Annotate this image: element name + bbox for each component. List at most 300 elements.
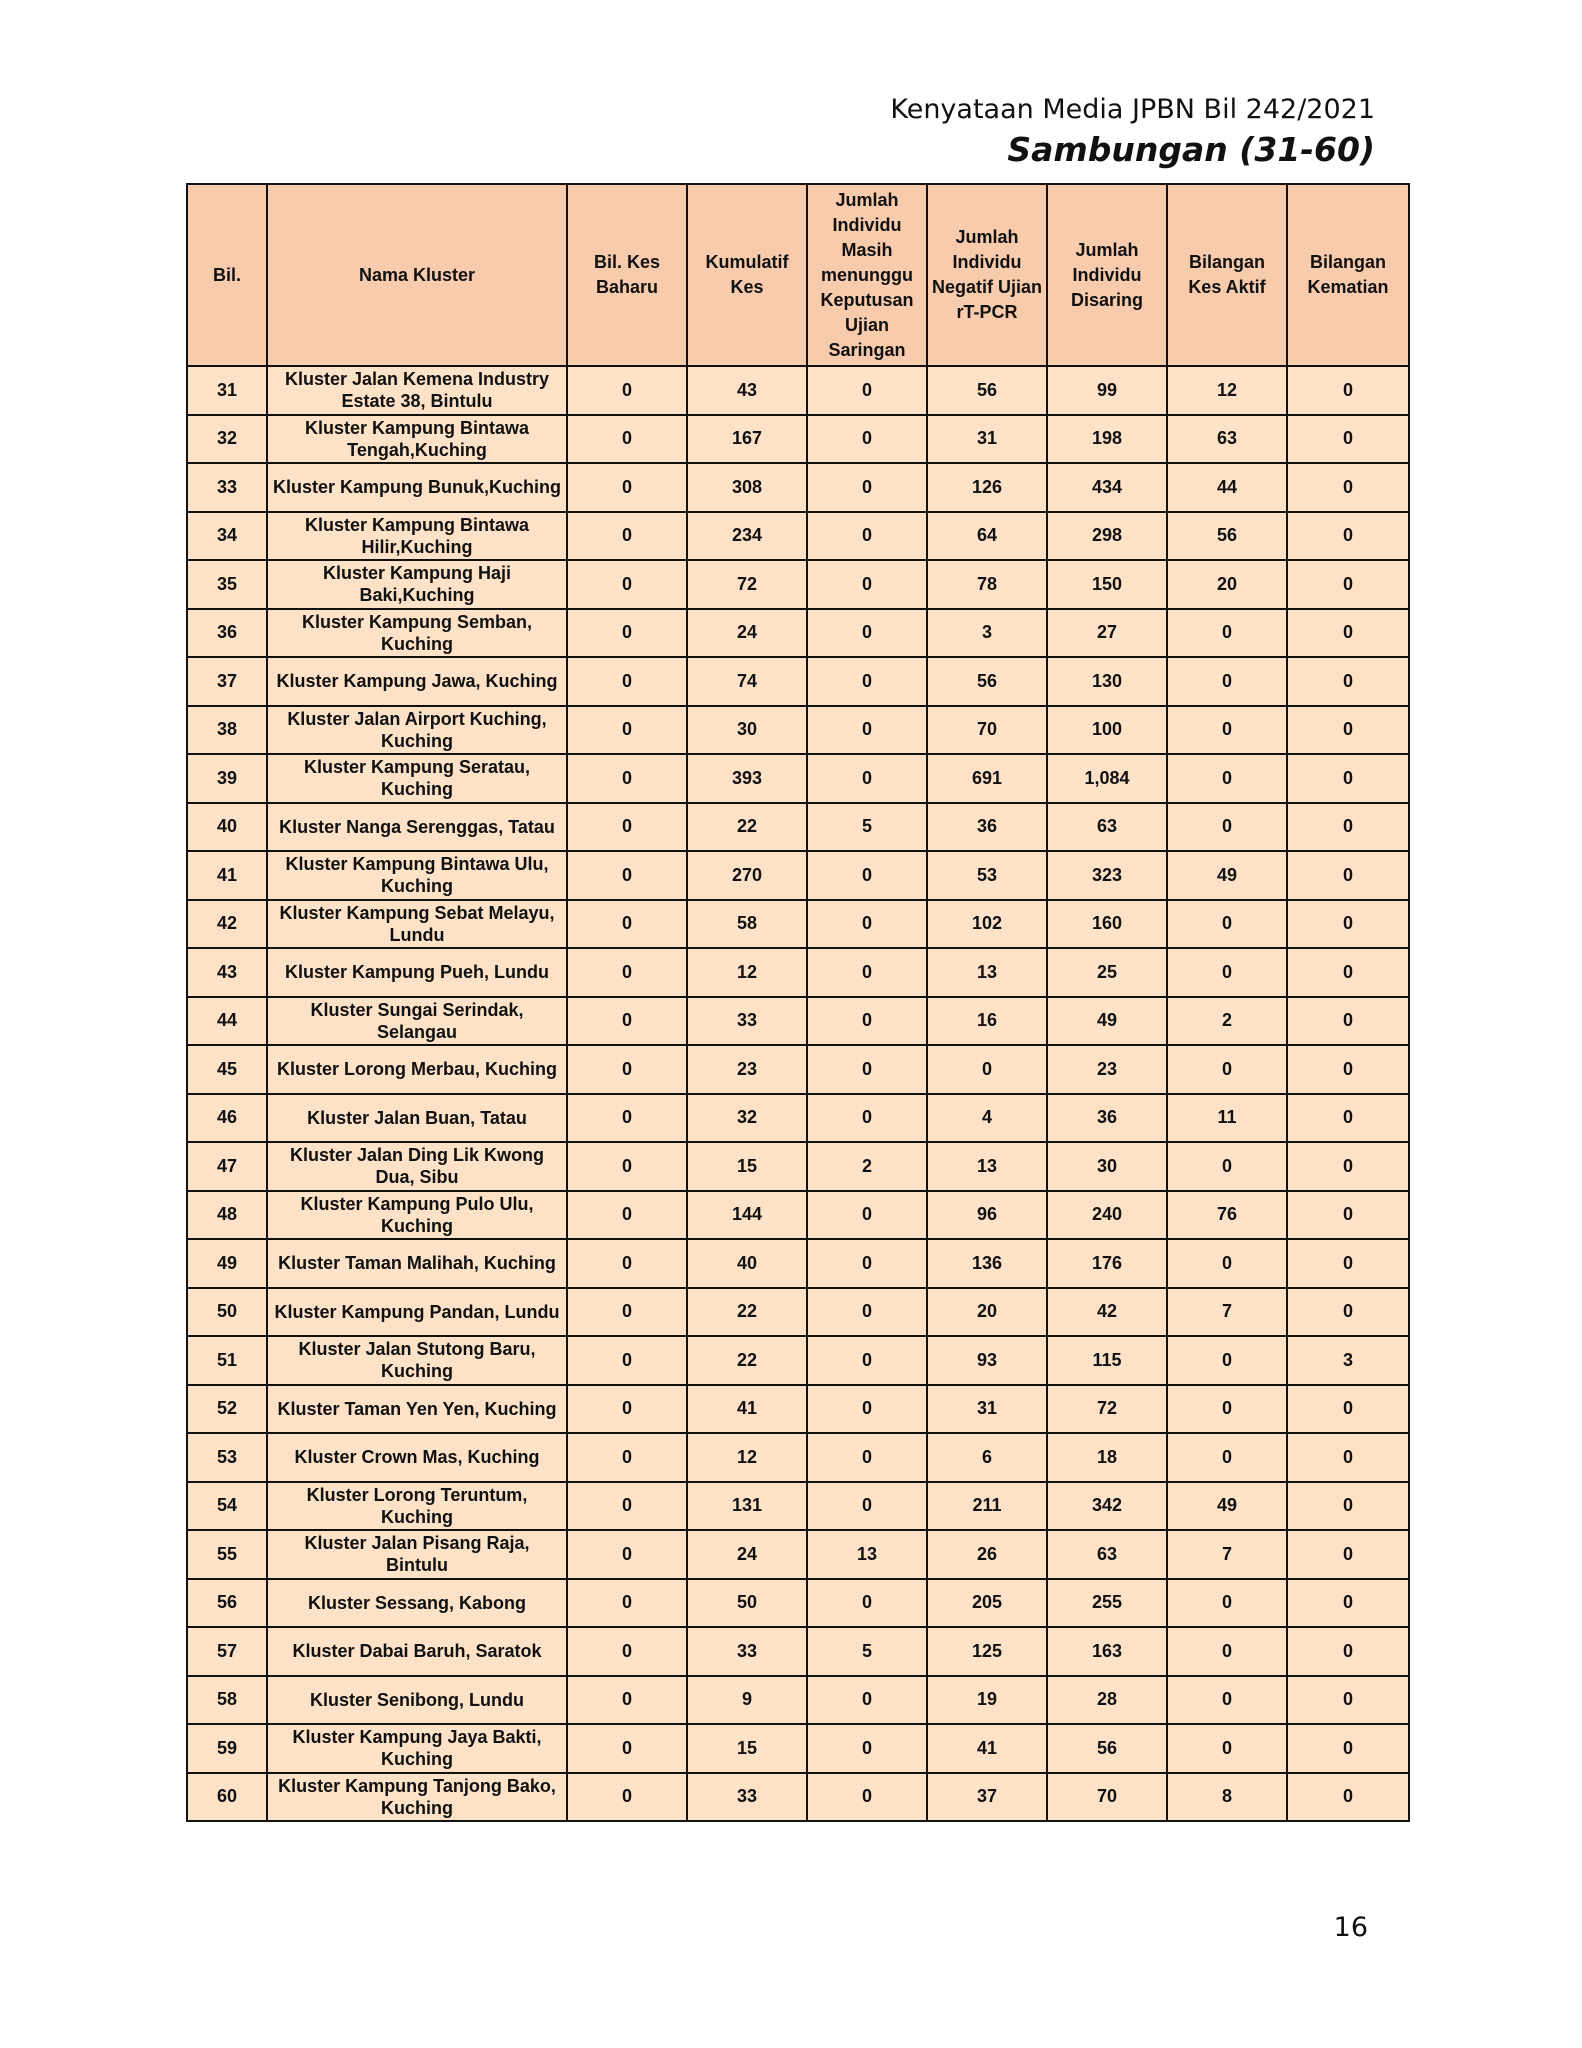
row-number: 33 — [187, 463, 267, 512]
cluster-name: Kluster Kampung Jaya Bakti, Kuching — [267, 1724, 567, 1773]
awaiting-results: 0 — [807, 415, 927, 464]
table-row — [187, 1385, 1409, 1434]
deaths: 0 — [1287, 1724, 1409, 1773]
cumulative-cases: 15 — [687, 1142, 807, 1191]
column-header: Jumlah Individu Disaring — [1047, 184, 1167, 366]
row-number: 42 — [187, 900, 267, 949]
document-title: Sambungan (31-60) — [1007, 130, 1375, 169]
new-cases: 0 — [567, 1627, 687, 1676]
awaiting-results: 0 — [807, 560, 927, 609]
active-cases: 0 — [1167, 657, 1287, 706]
new-cases: 0 — [567, 1676, 687, 1725]
cumulative-cases: 32 — [687, 1094, 807, 1143]
awaiting-results: 0 — [807, 1385, 927, 1434]
new-cases: 0 — [567, 1482, 687, 1531]
awaiting-results: 0 — [807, 851, 927, 900]
awaiting-results: 13 — [807, 1530, 927, 1579]
negative-results: 78 — [927, 560, 1047, 609]
awaiting-results: 0 — [807, 657, 927, 706]
row-number: 37 — [187, 657, 267, 706]
table-row — [187, 1191, 1409, 1240]
active-cases: 8 — [1167, 1773, 1287, 1822]
deaths: 0 — [1287, 1142, 1409, 1191]
cluster-name: Kluster Jalan Buan, Tatau — [267, 1094, 567, 1143]
cumulative-cases: 308 — [687, 463, 807, 512]
deaths: 0 — [1287, 803, 1409, 852]
cumulative-cases: 234 — [687, 512, 807, 561]
awaiting-results: 0 — [807, 1094, 927, 1143]
new-cases: 0 — [567, 1239, 687, 1288]
cluster-name: Kluster Kampung Tanjong Bako, Kuching — [267, 1773, 567, 1822]
active-cases: 0 — [1167, 1385, 1287, 1434]
screened-total: 42 — [1047, 1288, 1167, 1337]
table-row — [187, 609, 1409, 658]
cumulative-cases: 33 — [687, 997, 807, 1046]
active-cases: 0 — [1167, 706, 1287, 755]
negative-results: 19 — [927, 1676, 1047, 1725]
negative-results: 56 — [927, 657, 1047, 706]
active-cases: 0 — [1167, 754, 1287, 803]
cluster-name: Kluster Kampung Bintawa Tengah,Kuching — [267, 415, 567, 464]
awaiting-results: 0 — [807, 706, 927, 755]
column-header: Bilangan Kematian — [1287, 184, 1409, 366]
deaths: 0 — [1287, 1579, 1409, 1628]
table-row — [187, 997, 1409, 1046]
active-cases: 49 — [1167, 851, 1287, 900]
row-number: 38 — [187, 706, 267, 755]
negative-results: 36 — [927, 803, 1047, 852]
new-cases: 0 — [567, 1385, 687, 1434]
table-row — [187, 366, 1409, 415]
row-number: 49 — [187, 1239, 267, 1288]
negative-results: 13 — [927, 1142, 1047, 1191]
active-cases: 11 — [1167, 1094, 1287, 1143]
cluster-name: Kluster Sessang, Kabong — [267, 1579, 567, 1628]
cluster-name: Kluster Kampung Pandan, Lundu — [267, 1288, 567, 1337]
awaiting-results: 0 — [807, 609, 927, 658]
deaths: 0 — [1287, 997, 1409, 1046]
row-number: 43 — [187, 948, 267, 997]
table-row — [187, 657, 1409, 706]
active-cases: 0 — [1167, 1045, 1287, 1094]
table-row — [187, 415, 1409, 464]
cluster-name: Kluster Senibong, Lundu — [267, 1676, 567, 1725]
negative-results: 125 — [927, 1627, 1047, 1676]
table-header-row — [187, 184, 1409, 366]
table-row — [187, 900, 1409, 949]
awaiting-results: 0 — [807, 1045, 927, 1094]
negative-results: 31 — [927, 415, 1047, 464]
negative-results: 13 — [927, 948, 1047, 997]
cumulative-cases: 9 — [687, 1676, 807, 1725]
deaths: 0 — [1287, 463, 1409, 512]
column-header: Nama Kluster — [267, 184, 567, 366]
cluster-name: Kluster Taman Yen Yen, Kuching — [267, 1385, 567, 1434]
new-cases: 0 — [567, 1724, 687, 1773]
table-row — [187, 851, 1409, 900]
awaiting-results: 0 — [807, 1579, 927, 1628]
cluster-name: Kluster Jalan Kemena Industry Estate 38, Bintulu — [267, 366, 567, 415]
page-number: 16 — [1333, 1912, 1368, 1943]
cumulative-cases: 131 — [687, 1482, 807, 1531]
cluster-name: Kluster Taman Malihah, Kuching — [267, 1239, 567, 1288]
row-number: 45 — [187, 1045, 267, 1094]
screened-total: 63 — [1047, 803, 1167, 852]
cumulative-cases: 393 — [687, 754, 807, 803]
new-cases: 0 — [567, 609, 687, 658]
row-number: 52 — [187, 1385, 267, 1434]
deaths: 0 — [1287, 1773, 1409, 1822]
deaths: 0 — [1287, 1045, 1409, 1094]
table-row — [187, 803, 1409, 852]
negative-results: 102 — [927, 900, 1047, 949]
screened-total: 434 — [1047, 463, 1167, 512]
row-number: 56 — [187, 1579, 267, 1628]
awaiting-results: 0 — [807, 1191, 927, 1240]
new-cases: 0 — [567, 1773, 687, 1822]
awaiting-results: 0 — [807, 997, 927, 1046]
table-row — [187, 706, 1409, 755]
negative-results: 31 — [927, 1385, 1047, 1434]
awaiting-results: 2 — [807, 1142, 927, 1191]
row-number: 51 — [187, 1336, 267, 1385]
active-cases: 0 — [1167, 1724, 1287, 1773]
cumulative-cases: 167 — [687, 415, 807, 464]
screened-total: 72 — [1047, 1385, 1167, 1434]
table-row — [187, 1482, 1409, 1531]
deaths: 0 — [1287, 512, 1409, 561]
deaths: 0 — [1287, 900, 1409, 949]
awaiting-results: 0 — [807, 463, 927, 512]
active-cases: 63 — [1167, 415, 1287, 464]
deaths: 3 — [1287, 1336, 1409, 1385]
screened-total: 163 — [1047, 1627, 1167, 1676]
active-cases: 49 — [1167, 1482, 1287, 1531]
table-row — [187, 1676, 1409, 1725]
cumulative-cases: 33 — [687, 1627, 807, 1676]
negative-results: 211 — [927, 1482, 1047, 1531]
active-cases: 0 — [1167, 609, 1287, 658]
row-number: 34 — [187, 512, 267, 561]
cumulative-cases: 12 — [687, 948, 807, 997]
active-cases: 2 — [1167, 997, 1287, 1046]
screened-total: 100 — [1047, 706, 1167, 755]
row-number: 55 — [187, 1530, 267, 1579]
awaiting-results: 0 — [807, 1773, 927, 1822]
deaths: 0 — [1287, 1676, 1409, 1725]
row-number: 41 — [187, 851, 267, 900]
new-cases: 0 — [567, 1191, 687, 1240]
deaths: 0 — [1287, 851, 1409, 900]
cumulative-cases: 24 — [687, 609, 807, 658]
screened-total: 160 — [1047, 900, 1167, 949]
active-cases: 0 — [1167, 1336, 1287, 1385]
row-number: 58 — [187, 1676, 267, 1725]
screened-total: 25 — [1047, 948, 1167, 997]
cluster-name: Kluster Kampung Pueh, Lundu — [267, 948, 567, 997]
row-number: 31 — [187, 366, 267, 415]
cumulative-cases: 50 — [687, 1579, 807, 1628]
negative-results: 6 — [927, 1433, 1047, 1482]
active-cases: 0 — [1167, 1579, 1287, 1628]
new-cases: 0 — [567, 1530, 687, 1579]
cumulative-cases: 23 — [687, 1045, 807, 1094]
screened-total: 115 — [1047, 1336, 1167, 1385]
row-number: 44 — [187, 997, 267, 1046]
active-cases: 0 — [1167, 1627, 1287, 1676]
row-number: 57 — [187, 1627, 267, 1676]
active-cases: 56 — [1167, 512, 1287, 561]
negative-results: 205 — [927, 1579, 1047, 1628]
cumulative-cases: 144 — [687, 1191, 807, 1240]
row-number: 40 — [187, 803, 267, 852]
active-cases: 7 — [1167, 1530, 1287, 1579]
awaiting-results: 0 — [807, 754, 927, 803]
cluster-name: Kluster Jalan Ding Lik Kwong Dua, Sibu — [267, 1142, 567, 1191]
new-cases: 0 — [567, 851, 687, 900]
deaths: 0 — [1287, 1385, 1409, 1434]
screened-total: 63 — [1047, 1530, 1167, 1579]
new-cases: 0 — [567, 512, 687, 561]
screened-total: 342 — [1047, 1482, 1167, 1531]
deaths: 0 — [1287, 1482, 1409, 1531]
negative-results: 16 — [927, 997, 1047, 1046]
deaths: 0 — [1287, 1530, 1409, 1579]
active-cases: 0 — [1167, 1142, 1287, 1191]
table-row — [187, 1288, 1409, 1337]
cluster-name: Kluster Dabai Baruh, Saratok — [267, 1627, 567, 1676]
awaiting-results: 0 — [807, 1239, 927, 1288]
cumulative-cases: 72 — [687, 560, 807, 609]
new-cases: 0 — [567, 657, 687, 706]
table-row — [187, 1773, 1409, 1822]
new-cases: 0 — [567, 1433, 687, 1482]
cluster-name: Kluster Crown Mas, Kuching — [267, 1433, 567, 1482]
new-cases: 0 — [567, 1094, 687, 1143]
screened-total: 18 — [1047, 1433, 1167, 1482]
row-number: 48 — [187, 1191, 267, 1240]
cumulative-cases: 74 — [687, 657, 807, 706]
deaths: 0 — [1287, 657, 1409, 706]
deaths: 0 — [1287, 1094, 1409, 1143]
deaths: 0 — [1287, 706, 1409, 755]
cluster-name: Kluster Jalan Pisang Raja, Bintulu — [267, 1530, 567, 1579]
deaths: 0 — [1287, 366, 1409, 415]
cumulative-cases: 58 — [687, 900, 807, 949]
negative-results: 56 — [927, 366, 1047, 415]
active-cases: 0 — [1167, 803, 1287, 852]
active-cases: 76 — [1167, 1191, 1287, 1240]
negative-results: 4 — [927, 1094, 1047, 1143]
awaiting-results: 0 — [807, 1482, 927, 1531]
new-cases: 0 — [567, 1336, 687, 1385]
cluster-name: Kluster Lorong Teruntum, Kuching — [267, 1482, 567, 1531]
cumulative-cases: 15 — [687, 1724, 807, 1773]
awaiting-results: 0 — [807, 1288, 927, 1337]
new-cases: 0 — [567, 415, 687, 464]
table-row — [187, 560, 1409, 609]
negative-results: 136 — [927, 1239, 1047, 1288]
negative-results: 3 — [927, 609, 1047, 658]
deaths: 0 — [1287, 948, 1409, 997]
screened-total: 198 — [1047, 415, 1167, 464]
new-cases: 0 — [567, 366, 687, 415]
awaiting-results: 5 — [807, 803, 927, 852]
negative-results: 0 — [927, 1045, 1047, 1094]
cumulative-cases: 12 — [687, 1433, 807, 1482]
negative-results: 126 — [927, 463, 1047, 512]
table-row — [187, 1724, 1409, 1773]
row-number: 36 — [187, 609, 267, 658]
row-number: 32 — [187, 415, 267, 464]
column-header: Bil. Kes Baharu — [567, 184, 687, 366]
table-row — [187, 1142, 1409, 1191]
row-number: 53 — [187, 1433, 267, 1482]
screened-total: 28 — [1047, 1676, 1167, 1725]
negative-results: 93 — [927, 1336, 1047, 1385]
screened-total: 70 — [1047, 1773, 1167, 1822]
table-body — [187, 366, 1409, 1821]
active-cases: 0 — [1167, 1676, 1287, 1725]
negative-results: 26 — [927, 1530, 1047, 1579]
negative-results: 20 — [927, 1288, 1047, 1337]
screened-total: 255 — [1047, 1579, 1167, 1628]
awaiting-results: 0 — [807, 900, 927, 949]
screened-total: 49 — [1047, 997, 1167, 1046]
deaths: 0 — [1287, 609, 1409, 658]
table-row — [187, 1094, 1409, 1143]
row-number: 39 — [187, 754, 267, 803]
deaths: 0 — [1287, 1191, 1409, 1240]
new-cases: 0 — [567, 1579, 687, 1628]
negative-results: 70 — [927, 706, 1047, 755]
new-cases: 0 — [567, 1142, 687, 1191]
deaths: 0 — [1287, 1433, 1409, 1482]
cumulative-cases: 43 — [687, 366, 807, 415]
active-cases: 12 — [1167, 366, 1287, 415]
column-header: Jumlah Individu Negatif Ujian rT-PCR — [927, 184, 1047, 366]
cluster-name: Kluster Lorong Merbau, Kuching — [267, 1045, 567, 1094]
cluster-name: Kluster Kampung Sebat Melayu, Lundu — [267, 900, 567, 949]
row-number: 50 — [187, 1288, 267, 1337]
table-row — [187, 1239, 1409, 1288]
deaths: 0 — [1287, 415, 1409, 464]
cumulative-cases: 41 — [687, 1385, 807, 1434]
new-cases: 0 — [567, 706, 687, 755]
deaths: 0 — [1287, 1239, 1409, 1288]
table-row — [187, 1045, 1409, 1094]
screened-total: 130 — [1047, 657, 1167, 706]
table-row — [187, 1530, 1409, 1579]
new-cases: 0 — [567, 463, 687, 512]
deaths: 0 — [1287, 1288, 1409, 1337]
screened-total: 30 — [1047, 1142, 1167, 1191]
cluster-name: Kluster Kampung Bunuk,Kuching — [267, 463, 567, 512]
awaiting-results: 0 — [807, 512, 927, 561]
active-cases: 0 — [1167, 900, 1287, 949]
deaths: 0 — [1287, 1627, 1409, 1676]
cluster-name: Kluster Kampung Pulo Ulu, Kuching — [267, 1191, 567, 1240]
document-reference: Kenyataan Media JPBN Bil 242/2021 — [890, 94, 1375, 125]
new-cases: 0 — [567, 948, 687, 997]
table-row — [187, 1579, 1409, 1628]
cluster-name: Kluster Jalan Stutong Baru, Kuching — [267, 1336, 567, 1385]
column-header: Bil. — [187, 184, 267, 366]
cluster-name: Kluster Kampung Jawa, Kuching — [267, 657, 567, 706]
awaiting-results: 0 — [807, 1676, 927, 1725]
negative-results: 41 — [927, 1724, 1047, 1773]
new-cases: 0 — [567, 1045, 687, 1094]
cumulative-cases: 22 — [687, 1288, 807, 1337]
screened-total: 323 — [1047, 851, 1167, 900]
negative-results: 96 — [927, 1191, 1047, 1240]
column-header: Kumulatif Kes — [687, 184, 807, 366]
screened-total: 298 — [1047, 512, 1167, 561]
screened-total: 36 — [1047, 1094, 1167, 1143]
table-row — [187, 463, 1409, 512]
cluster-name: Kluster Nanga Serenggas, Tatau — [267, 803, 567, 852]
awaiting-results: 0 — [807, 1724, 927, 1773]
active-cases: 0 — [1167, 1239, 1287, 1288]
cumulative-cases: 24 — [687, 1530, 807, 1579]
screened-total: 150 — [1047, 560, 1167, 609]
column-header: Bilangan Kes Aktif — [1167, 184, 1287, 366]
active-cases: 44 — [1167, 463, 1287, 512]
awaiting-results: 0 — [807, 366, 927, 415]
screened-total: 56 — [1047, 1724, 1167, 1773]
row-number: 46 — [187, 1094, 267, 1143]
row-number: 59 — [187, 1724, 267, 1773]
table-row — [187, 754, 1409, 803]
screened-total: 99 — [1047, 366, 1167, 415]
new-cases: 0 — [567, 1288, 687, 1337]
row-number: 35 — [187, 560, 267, 609]
cluster-name: Kluster Jalan Airport Kuching, Kuching — [267, 706, 567, 755]
negative-results: 691 — [927, 754, 1047, 803]
screened-total: 1,084 — [1047, 754, 1167, 803]
table-row — [187, 512, 1409, 561]
table-row — [187, 1627, 1409, 1676]
row-number: 47 — [187, 1142, 267, 1191]
new-cases: 0 — [567, 803, 687, 852]
active-cases: 0 — [1167, 1433, 1287, 1482]
cumulative-cases: 33 — [687, 1773, 807, 1822]
cluster-name: Kluster Sungai Serindak, Selangau — [267, 997, 567, 1046]
negative-results: 53 — [927, 851, 1047, 900]
cumulative-cases: 30 — [687, 706, 807, 755]
new-cases: 0 — [567, 754, 687, 803]
cumulative-cases: 22 — [687, 803, 807, 852]
cluster-name: Kluster Kampung Semban, Kuching — [267, 609, 567, 658]
screened-total: 176 — [1047, 1239, 1167, 1288]
awaiting-results: 5 — [807, 1627, 927, 1676]
new-cases: 0 — [567, 900, 687, 949]
cumulative-cases: 40 — [687, 1239, 807, 1288]
cluster-name: Kluster Kampung Haji Baki,Kuching — [267, 560, 567, 609]
new-cases: 0 — [567, 997, 687, 1046]
deaths: 0 — [1287, 560, 1409, 609]
cluster-name: Kluster Kampung Seratau, Kuching — [267, 754, 567, 803]
new-cases: 0 — [567, 560, 687, 609]
awaiting-results: 0 — [807, 1433, 927, 1482]
column-header: Jumlah Individu Masih menunggu Keputusan Ujian Saringan — [807, 184, 927, 366]
cluster-name: Kluster Kampung Bintawa Ulu, Kuching — [267, 851, 567, 900]
deaths: 0 — [1287, 754, 1409, 803]
row-number: 54 — [187, 1482, 267, 1531]
table-row — [187, 1433, 1409, 1482]
screened-total: 240 — [1047, 1191, 1167, 1240]
negative-results: 64 — [927, 512, 1047, 561]
